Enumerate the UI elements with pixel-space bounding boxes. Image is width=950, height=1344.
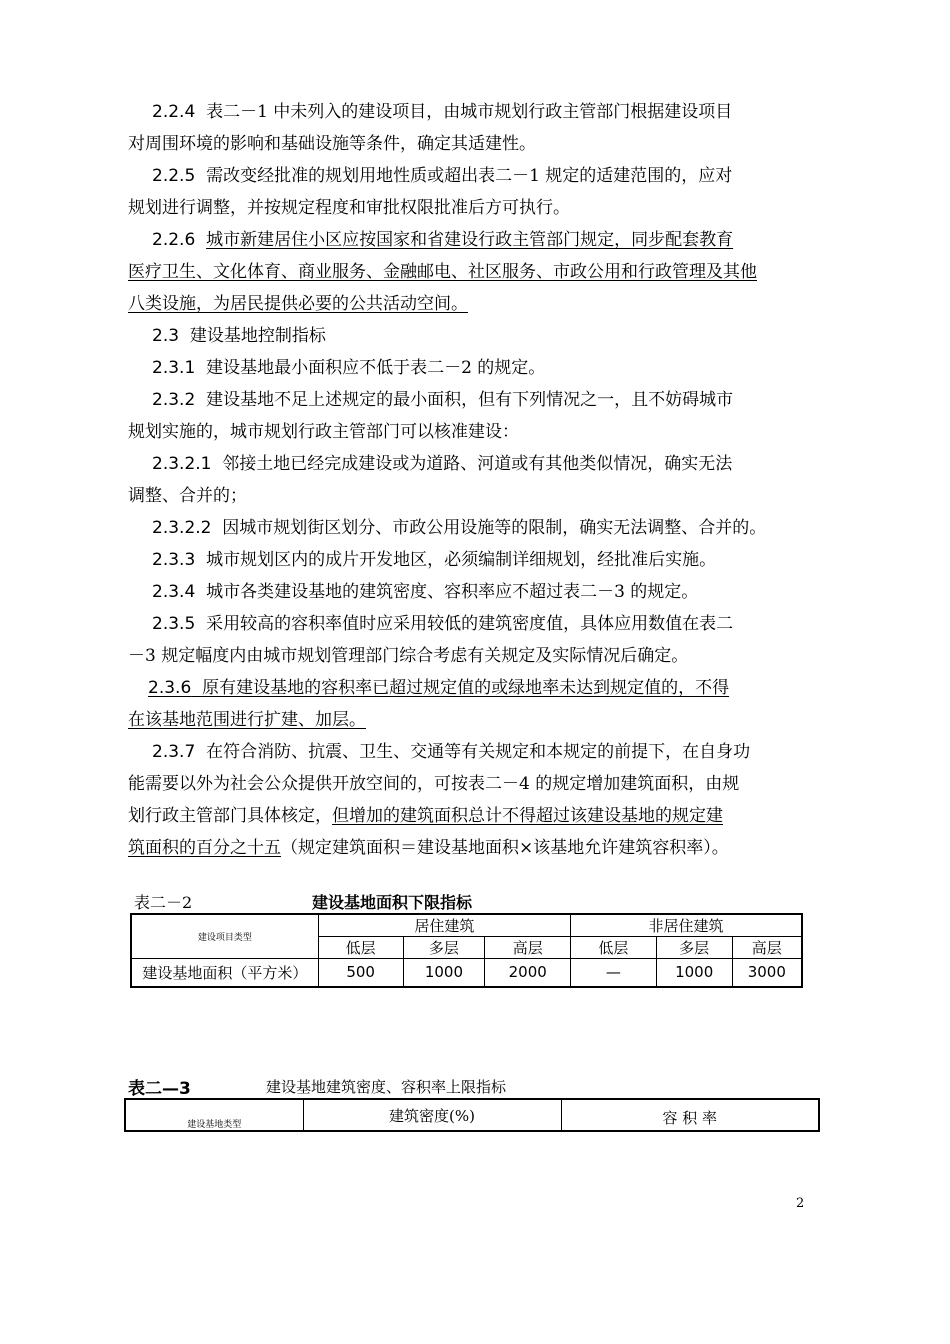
para-text: 医疗卫生、文化体育、商业服务、金融邮电、社区服务、市政公用和行政管理及其他 [128, 262, 757, 282]
para-text: 在符合消防、抗震、卫生、交通等有关规定和本规定的前提下，在自身功 [206, 742, 751, 762]
table2-group-nonresidential: 非居住建筑 [571, 914, 802, 937]
para-2-3-6 [128, 672, 808, 736]
table3-col-far: 容 积 率 [561, 1099, 819, 1131]
clause-number: 2.2.4 [152, 102, 196, 122]
clause-number: 2.3.2.2 [152, 518, 212, 538]
para-2-3-7 [128, 736, 828, 864]
table2-group-residential: 居住建筑 [318, 914, 570, 937]
table3 [124, 1098, 820, 1132]
clause-number: 2.3.3 [152, 550, 196, 570]
table2-cell: — [571, 959, 657, 987]
table3-corner: 建设基地类型 [125, 1099, 303, 1131]
table3-col-density: 建筑密度(%) [303, 1099, 561, 1131]
para-text: －3 规定幅度内由城市规划管理部门综合考虑有关规定及实际情况后确定。 [128, 646, 689, 666]
para-text: 调整、合并的； [128, 486, 247, 506]
clause-number: 2.2.5 [152, 166, 196, 186]
table2-subheader: 低层 [318, 937, 403, 959]
clause-number: 2.3.4 [152, 582, 196, 602]
table2-cell: 2000 [485, 959, 571, 987]
para-text-underlined: 筑面积的百分之十五 [128, 838, 281, 858]
para-text: 对周围环境的影响和基础设施等条件，确定其适建性。 [128, 134, 536, 154]
para-text: 建设基地最小面积应不低于表二－2 的规定。 [206, 358, 546, 378]
para-2-2-4 [128, 96, 808, 160]
para-text: 在该基地范围进行扩建、加层。 [128, 710, 366, 730]
table3-title: 建设基地建筑密度、容积率上限指标 [266, 1078, 507, 1096]
para-text: 需改变经批准的规划用地性质或超出表二－1 规定的适建范围的，应对 [206, 166, 733, 186]
para-text: 城市各类建设基地的建筑密度、容积率应不超过表二－3 的规定。 [206, 582, 699, 602]
para-2-3-2 [128, 384, 808, 448]
clause-number: 2.2.6 [152, 230, 196, 250]
table2-cell: 500 [318, 959, 403, 987]
clause-number: 2.3.5 [152, 614, 196, 634]
para-text: 城市规划区内的成片开发地区，必须编制详细规划，经批准后实施。 [206, 550, 717, 570]
para-text: 采用较高的容积率值时应采用较低的建筑密度值，具体应用数值在表二 [206, 614, 734, 634]
table2-cell: 3000 [732, 959, 802, 987]
para-text: 原有建设基地的容积率已超过规定值的或绿地率未达到规定值的，不得 [202, 678, 730, 698]
para-2-2-5 [128, 160, 808, 224]
table3-label-text: 表二—3 [128, 1079, 191, 1099]
para-text: 规划实施的，城市规划行政主管部门可以核准建设： [128, 422, 519, 442]
para-2-3 [128, 320, 808, 352]
para-text: 邻接土地已经完成建设或为道路、河道或有其他类似情况，确实无法 [222, 454, 733, 474]
table2 [130, 913, 803, 988]
table2-subheader: 高层 [485, 937, 571, 959]
para-2-2-6 [128, 224, 808, 320]
table2-row-label: 建设基地面积（平方米） [131, 959, 318, 987]
clause-number: 2.3.6 [148, 678, 192, 698]
table2-subheader: 多层 [656, 937, 732, 959]
clause-number: 2.3.7 [152, 742, 196, 762]
para-text: 划行政主管部门具体核定， [128, 806, 332, 826]
clause-number: 2.3.2 [152, 390, 196, 410]
para-text: 能需要以外为社会公众提供开放空间的，可按表二－4 的规定增加建筑面积，由规 [128, 774, 740, 794]
table2-subheader: 低层 [571, 937, 657, 959]
para-2-3-1 [128, 352, 808, 384]
para-text: 因城市规划街区划分、市政公用设施等的限制，确实无法调整、合并的。 [222, 518, 767, 538]
table2-cell: 1000 [656, 959, 732, 987]
table2-corner: 建设项目类型 [131, 914, 318, 959]
para-2-3-4 [128, 576, 808, 608]
para-text-underlined: 但增加的建筑面积总计不得超过该建设基地的规定建 [332, 806, 723, 826]
clause-number: 2.3.2.1 [152, 454, 212, 474]
para-text: 表二－1 中未列入的建设项目，由城市规划行政主管部门根据建设项目 [206, 102, 733, 122]
table2-label: 表二－2 [134, 893, 193, 912]
table2-title: 建设基地面积下限指标 [312, 893, 473, 912]
page-number: 2 [796, 1196, 805, 1211]
table3-label [128, 1074, 262, 1100]
section-title: 建设基地控制指标 [189, 326, 326, 346]
para-text: 规划进行调整，并按规定程度和审批权限批准后方可执行。 [128, 198, 570, 218]
table2-subheader: 高层 [732, 937, 802, 959]
para-text: 建设基地不足上述规定的最小面积，但有下列情况之一，且不妨碍城市 [206, 390, 734, 410]
clause-number: 2.3.1 [152, 358, 196, 378]
para-2-3-5 [128, 608, 808, 672]
table2-cell: 1000 [403, 959, 485, 987]
para-2-3-2-1 [128, 448, 808, 512]
para-text: （规定建筑面积＝建设基地面积×该基地允许建筑容积率）。 [281, 838, 729, 858]
para-text: 八类设施，为居民提供必要的公共活动空间。 [128, 294, 468, 314]
para-2-3-3 [128, 544, 808, 576]
para-2-3-2-2 [128, 512, 828, 544]
para-text: 城市新建居住小区应按国家和省建设行政主管部门规定，同步配套教育 [206, 230, 734, 250]
table2-subheader: 多层 [403, 937, 485, 959]
section-number: 2.3 [152, 326, 180, 346]
